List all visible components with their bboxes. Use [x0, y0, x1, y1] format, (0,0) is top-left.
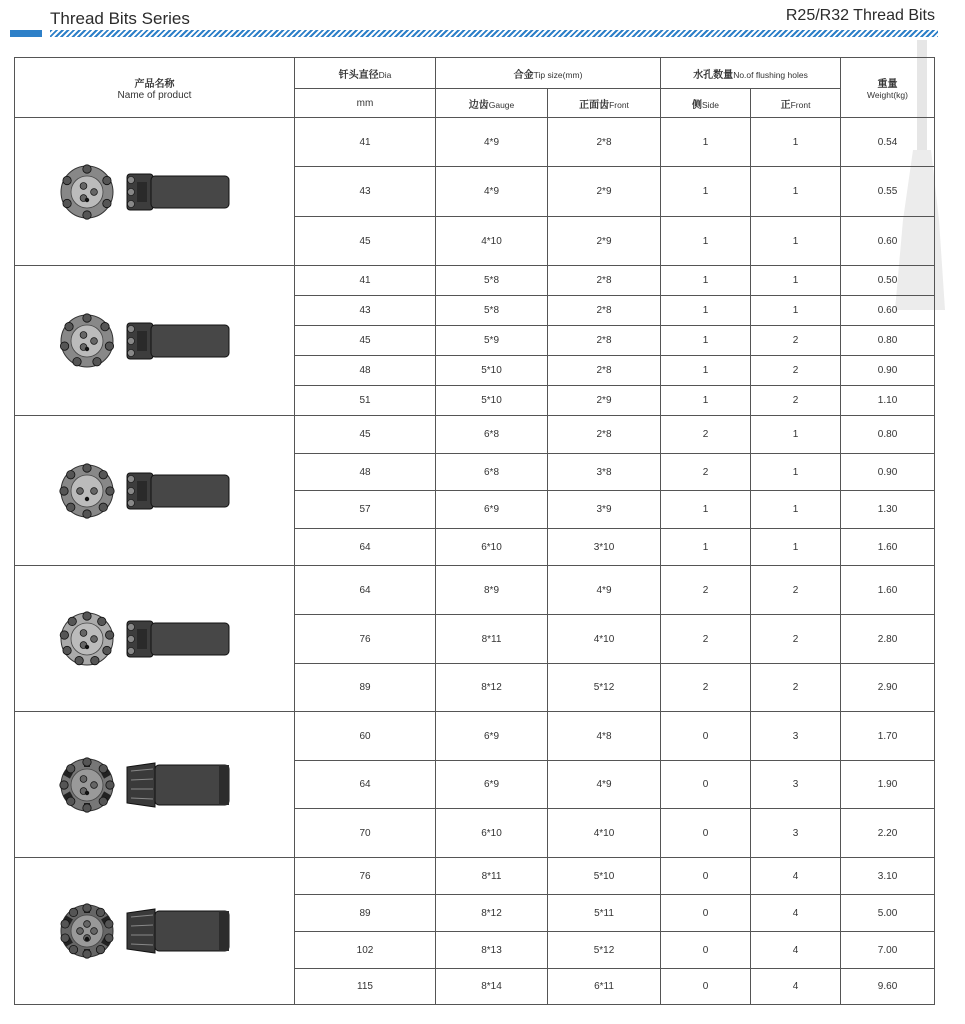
cell-hfront: 2	[751, 386, 841, 416]
cell-side: 2	[661, 454, 751, 491]
cell-side: 0	[661, 761, 751, 809]
cell-weight: 0.80	[841, 326, 935, 356]
cell-front: 3*8	[548, 454, 661, 491]
product-image-cell	[15, 416, 295, 566]
side-cn: 侧	[692, 99, 702, 111]
weight-en: Weight(kg)	[867, 90, 908, 100]
name-en: Name of product	[117, 89, 192, 101]
holes-en: No.of flushing holes	[733, 69, 808, 80]
col-front	[548, 89, 661, 118]
cell-hfront: 3	[751, 712, 841, 761]
cell-hfront: 3	[751, 809, 841, 858]
cell-side: 1	[661, 491, 751, 529]
cell-front: 6*11	[548, 969, 661, 1005]
cell-gauge: 6*10	[436, 809, 548, 858]
cell-gauge: 8*11	[436, 615, 548, 664]
col-tip-size	[436, 58, 661, 89]
cell-gauge: 8*14	[436, 969, 548, 1005]
cell-weight: 0.90	[841, 356, 935, 386]
cell-hfront: 2	[751, 664, 841, 712]
thread-bit-button-7-icon	[55, 309, 255, 373]
cell-weight: 3.10	[841, 858, 935, 895]
cell-hfront: 1	[751, 266, 841, 296]
cell-gauge: 5*10	[436, 356, 548, 386]
cell-hfront: 2	[751, 566, 841, 615]
front-cn: 正面齿	[579, 99, 610, 111]
cell-hfront: 2	[751, 356, 841, 386]
cell-side: 2	[661, 664, 751, 712]
cell-hfront: 1	[751, 217, 841, 266]
product-title: R25/R32 Thread Bits	[785, 7, 935, 24]
cell-side: 1	[661, 217, 751, 266]
cell-gauge: 8*12	[436, 895, 548, 932]
cell-hfront: 1	[751, 529, 841, 566]
cell-weight: 0.60	[841, 217, 935, 266]
thread-bits-spec-table	[14, 57, 935, 1005]
cell-side: 1	[661, 296, 751, 326]
cell-weight: 1.30	[841, 491, 935, 529]
cell-side: 0	[661, 969, 751, 1005]
cell-side: 0	[661, 712, 751, 761]
cell-front: 2*8	[548, 266, 661, 296]
cell-dia: 89	[295, 664, 436, 712]
gauge-cn: 边齿	[468, 99, 489, 111]
cell-side: 0	[661, 895, 751, 932]
tip-en: Tip size(mm)	[533, 69, 583, 80]
cell-side: 1	[661, 266, 751, 296]
cell-weight: 0.50	[841, 266, 935, 296]
cell-weight: 2.80	[841, 615, 935, 664]
cell-weight: 2.90	[841, 664, 935, 712]
cell-hfront: 2	[751, 326, 841, 356]
cell-side: 2	[661, 416, 751, 454]
cell-front: 4*9	[548, 761, 661, 809]
cell-front: 4*10	[548, 809, 661, 858]
hfront-cn: 正	[780, 99, 791, 111]
cell-dia: 70	[295, 809, 436, 858]
col-product-name	[15, 58, 295, 118]
table-row	[15, 566, 935, 615]
weight-cn: 重量	[877, 79, 898, 90]
cell-hfront: 1	[751, 296, 841, 326]
cell-front: 5*12	[548, 664, 661, 712]
col-gauge	[436, 89, 548, 118]
product-image-cell	[15, 266, 295, 416]
table-row	[15, 266, 935, 296]
header-divider	[10, 30, 938, 38]
name-cn: 产品名称	[134, 78, 175, 90]
cell-side: 0	[661, 858, 751, 895]
cell-front: 5*10	[548, 858, 661, 895]
thread-bit-button-6-icon	[55, 160, 255, 224]
series-title: Thread Bits Series	[50, 9, 190, 28]
cell-dia: 60	[295, 712, 436, 761]
cell-front: 4*8	[548, 712, 661, 761]
col-weight	[841, 58, 935, 118]
cell-side: 0	[661, 932, 751, 969]
front-en: Front	[609, 99, 629, 110]
cell-dia: 64	[295, 761, 436, 809]
cell-weight: 0.54	[841, 118, 935, 167]
cell-dia: 57	[295, 491, 436, 529]
cell-side: 1	[661, 529, 751, 566]
product-image-cell	[15, 566, 295, 712]
cell-side: 2	[661, 615, 751, 664]
table-row	[15, 416, 935, 454]
cell-dia: 64	[295, 529, 436, 566]
cell-weight: 2.20	[841, 809, 935, 858]
product-image-cell	[15, 712, 295, 858]
product-image-cell	[15, 118, 295, 266]
cell-gauge: 8*9	[436, 566, 548, 615]
gauge-en: Gauge	[488, 99, 515, 110]
cell-front: 2*9	[548, 167, 661, 217]
cell-front: 4*9	[548, 566, 661, 615]
cell-gauge: 6*8	[436, 454, 548, 491]
cell-dia: 89	[295, 895, 436, 932]
cell-dia: 41	[295, 266, 436, 296]
cell-weight: 1.60	[841, 566, 935, 615]
cell-hfront: 1	[751, 454, 841, 491]
cell-gauge: 5*8	[436, 266, 548, 296]
cell-front: 2*8	[548, 326, 661, 356]
thread-bit-button-12-icon	[55, 607, 255, 671]
cell-front: 4*10	[548, 615, 661, 664]
cell-dia: 43	[295, 296, 436, 326]
cell-side: 0	[661, 809, 751, 858]
dia-en: Dia	[378, 69, 392, 80]
cell-weight: 0.55	[841, 167, 935, 217]
cell-weight: 1.10	[841, 386, 935, 416]
cell-dia: 76	[295, 615, 436, 664]
cell-front: 3*9	[548, 491, 661, 529]
cell-dia: 48	[295, 454, 436, 491]
cell-hfront: 2	[751, 615, 841, 664]
cell-front: 2*8	[548, 118, 661, 167]
cell-gauge: 6*8	[436, 416, 548, 454]
hfront-en: Front	[790, 99, 811, 110]
cell-dia: 45	[295, 217, 436, 266]
cell-weight: 0.60	[841, 296, 935, 326]
cell-gauge: 6*9	[436, 761, 548, 809]
cell-hfront: 4	[751, 895, 841, 932]
cell-weight: 0.80	[841, 416, 935, 454]
cell-dia: 43	[295, 167, 436, 217]
cell-front: 5*12	[548, 932, 661, 969]
cell-front: 2*9	[548, 386, 661, 416]
cell-weight: 5.00	[841, 895, 935, 932]
cell-gauge: 5*8	[436, 296, 548, 326]
cell-dia: 45	[295, 326, 436, 356]
cell-hfront: 1	[751, 491, 841, 529]
cell-gauge: 4*10	[436, 217, 548, 266]
cell-side: 1	[661, 386, 751, 416]
cell-weight: 1.70	[841, 712, 935, 761]
cell-gauge: 6*10	[436, 529, 548, 566]
cell-side: 1	[661, 118, 751, 167]
cell-gauge: 8*12	[436, 664, 548, 712]
cell-hfront: 1	[751, 416, 841, 454]
tip-cn: 合金	[513, 69, 534, 81]
cell-weight: 7.00	[841, 932, 935, 969]
col-flushing-holes	[661, 58, 841, 89]
table-row	[15, 712, 935, 761]
cell-gauge: 6*9	[436, 491, 548, 529]
dia-unit: mm	[295, 89, 436, 118]
cell-front: 2*8	[548, 416, 661, 454]
cell-weight: 0.90	[841, 454, 935, 491]
cell-front: 3*10	[548, 529, 661, 566]
cell-front: 2*8	[548, 296, 661, 326]
cell-gauge: 8*11	[436, 858, 548, 895]
col-dia	[295, 58, 436, 89]
cell-dia: 64	[295, 566, 436, 615]
thread-bit-retrac-10-icon	[55, 753, 255, 817]
thread-bit-retrac-13-icon	[55, 899, 255, 963]
cell-weight: 1.60	[841, 529, 935, 566]
cell-gauge: 4*9	[436, 118, 548, 167]
cell-hfront: 4	[751, 858, 841, 895]
product-image-cell	[15, 858, 295, 1005]
cell-hfront: 4	[751, 932, 841, 969]
cell-dia: 102	[295, 932, 436, 969]
cell-dia: 45	[295, 416, 436, 454]
cell-dia: 51	[295, 386, 436, 416]
cell-weight: 9.60	[841, 969, 935, 1005]
cell-hfront: 1	[751, 118, 841, 167]
cell-side: 1	[661, 356, 751, 386]
cell-gauge: 5*9	[436, 326, 548, 356]
cell-gauge: 8*13	[436, 932, 548, 969]
spec-table-body	[15, 118, 935, 1005]
cell-gauge: 4*9	[436, 167, 548, 217]
cell-hfront: 4	[751, 969, 841, 1005]
col-side	[661, 89, 751, 118]
cell-side: 1	[661, 326, 751, 356]
cell-dia: 76	[295, 858, 436, 895]
cell-weight: 1.90	[841, 761, 935, 809]
table-row	[15, 858, 935, 895]
cell-front: 2*9	[548, 217, 661, 266]
cell-front: 5*11	[548, 895, 661, 932]
cell-gauge: 5*10	[436, 386, 548, 416]
col-hole-front	[751, 89, 841, 118]
table-row	[15, 118, 935, 167]
dia-cn: 钎头直径	[338, 69, 379, 81]
holes-cn: 水孔数量	[693, 69, 734, 81]
cell-dia: 41	[295, 118, 436, 167]
cell-side: 1	[661, 167, 751, 217]
cell-side: 2	[661, 566, 751, 615]
side-en: Side	[702, 99, 720, 110]
cell-front: 2*8	[548, 356, 661, 386]
cell-dia: 48	[295, 356, 436, 386]
cell-gauge: 6*9	[436, 712, 548, 761]
cell-dia: 115	[295, 969, 436, 1005]
cell-hfront: 3	[751, 761, 841, 809]
cell-hfront: 1	[751, 167, 841, 217]
thread-bit-button-8-icon	[55, 459, 255, 523]
